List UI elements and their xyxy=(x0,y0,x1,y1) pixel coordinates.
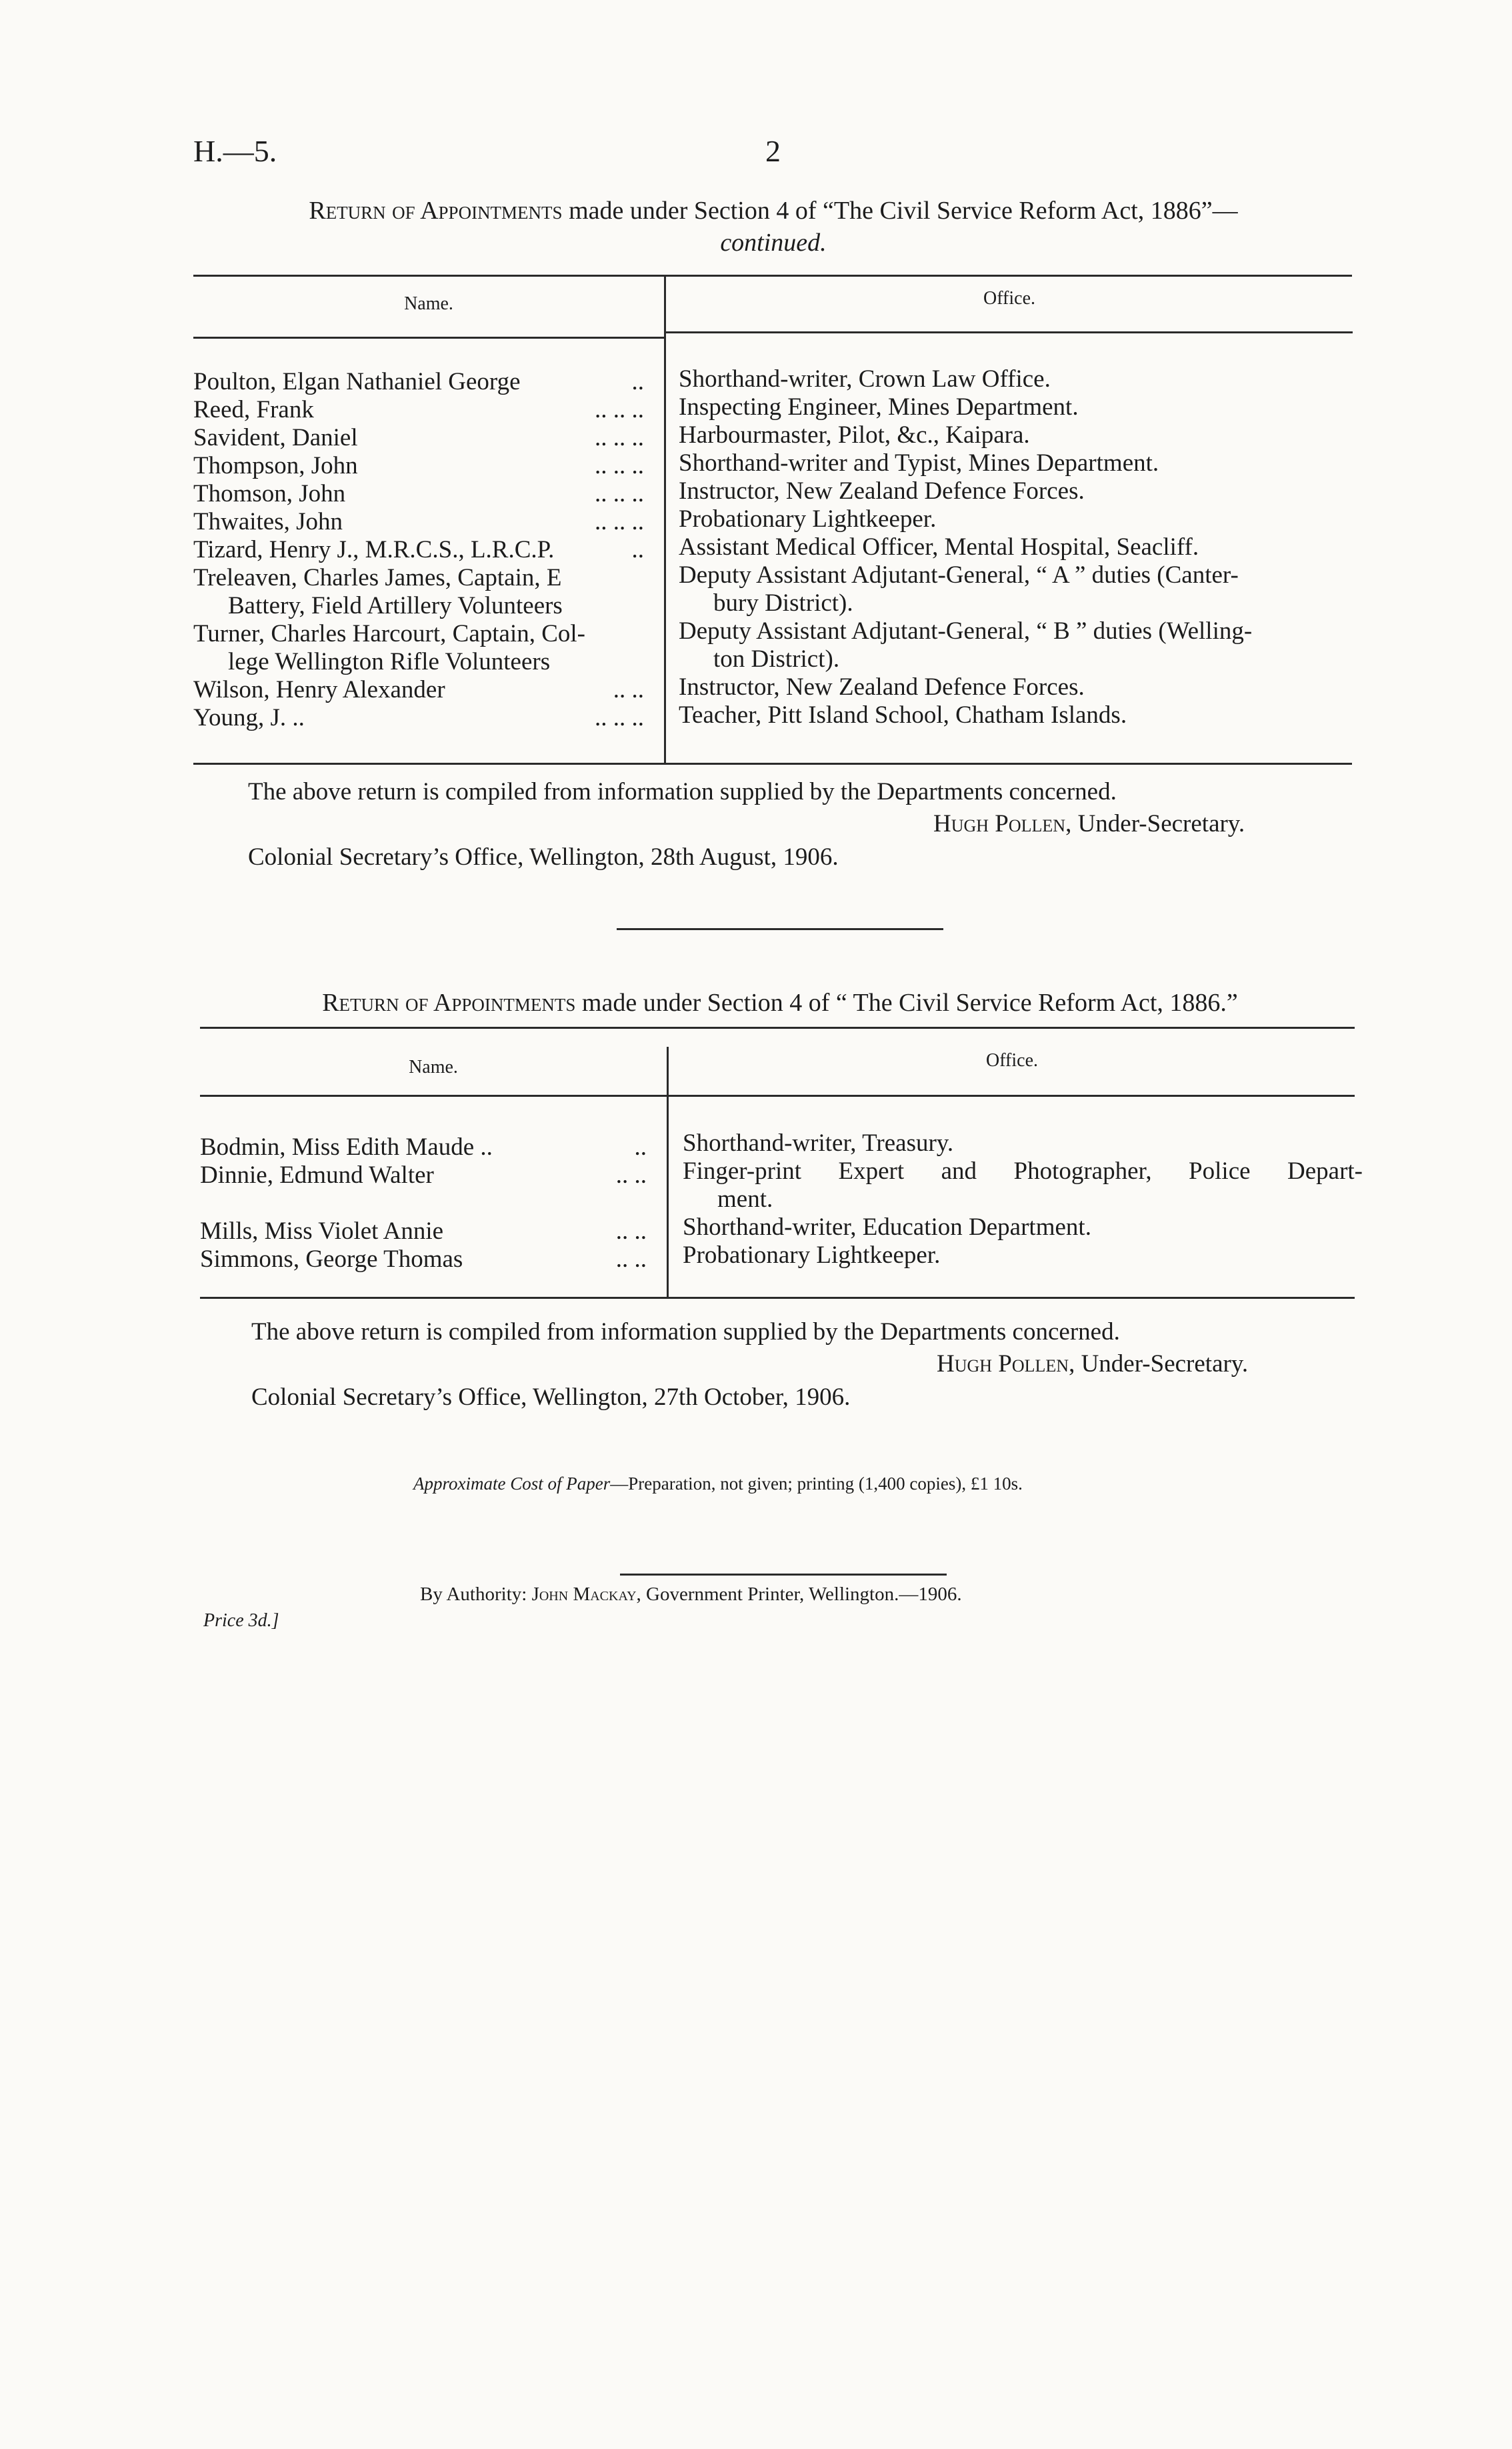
section2-signer-name: Hugh Pollen, xyxy=(937,1350,1075,1378)
section1-name-row: Thomson, John .. .. .. xyxy=(193,480,644,507)
section2-title xyxy=(200,987,1360,1019)
section2-name-row: Dinnie, Edmund Walter .. .. xyxy=(200,1161,647,1189)
section1-office-header: Office. xyxy=(983,288,1035,309)
section1-office-row: Teacher, Pitt Island School, Chatham Islands. xyxy=(679,701,1127,729)
section1-signer-name: Hugh Pollen, xyxy=(933,810,1072,837)
page-number: 2 xyxy=(765,134,781,168)
section2-signer-title: Under-Secretary. xyxy=(1081,1350,1249,1378)
section1-office-row: Instructor, New Zealand Defence Forces. xyxy=(679,673,1085,701)
section2-office-row: Shorthand-writer, Treasury. xyxy=(683,1129,954,1157)
section1-name-column xyxy=(193,368,653,732)
footer-rule xyxy=(620,1574,947,1576)
section2-name-column xyxy=(200,1133,656,1274)
section1-office-row: Probationary Lightkeeper. xyxy=(679,505,937,533)
section2-office-row: Probationary Lightkeeper. xyxy=(683,1242,941,1269)
section1-office-row: Instructor, New Zealand Defence Forces. xyxy=(679,477,1085,505)
section1-title-prefix: Return of Appointments xyxy=(309,197,563,225)
section1-name-row: Tizard, Henry J., M.R.C.S., L.R.C.P. .. xyxy=(193,536,644,563)
authority-prefix: By Authority: xyxy=(420,1584,527,1605)
section2-bottom-rule xyxy=(200,1297,1355,1299)
cost-note xyxy=(413,1474,1023,1494)
section1-office-continuation: ton District). xyxy=(713,645,840,673)
section1-office-column xyxy=(679,365,1365,729)
section2-column-divider xyxy=(667,1047,669,1297)
section1-name-row: Poulton, Elgan Nathaniel George .. xyxy=(193,368,644,395)
section1-top-rule xyxy=(193,275,1352,277)
section2-name-header: Name. xyxy=(409,1057,458,1077)
section1-office-row: Harbourmaster, Pilot, &c., Kaipara. xyxy=(679,421,1030,449)
section1-name-continuation: lege Wellington Rifle Volunteers xyxy=(228,648,551,675)
section1-office-row: Inspecting Engineer, Mines Department. xyxy=(679,393,1079,421)
section1-signature xyxy=(933,809,1245,838)
section1-signer-title: Under-Secretary. xyxy=(1077,810,1245,837)
section1-office-row: Shorthand-writer, Crown Law Office. xyxy=(679,365,1051,393)
section2-title-prefix: Return of Appointments xyxy=(322,989,576,1017)
section1-name-row: Treleaven, Charles James, Captain, E xyxy=(193,564,562,591)
section2-office-continuation: ment. xyxy=(717,1185,773,1213)
cost-label: Approximate Cost of Paper xyxy=(413,1474,611,1494)
document-reference: H.—5. xyxy=(193,134,277,168)
section2-title-rest: made under Section 4 of “ The Civil Service Reform Act, 1886.” xyxy=(581,989,1238,1017)
section1-title xyxy=(193,195,1353,259)
section1-office-row: Shorthand-writer and Typist, Mines Department. xyxy=(679,449,1159,477)
section2-name-row: Mills, Miss Violet Annie .. .. xyxy=(200,1217,647,1245)
section1-name-continuation: Battery, Field Artillery Volunteers xyxy=(228,592,563,619)
section1-title-continued: continued. xyxy=(720,229,827,257)
price: Price 3d.] xyxy=(203,1610,279,1631)
section2-header-rule xyxy=(200,1095,1355,1097)
section1-office-continuation: bury District). xyxy=(713,589,853,617)
section1-name-row: Thwaites, John .. .. .. xyxy=(193,508,644,535)
section1-office-row: Deputy Assistant Adjutant-General, “ B ” duties (Welling- xyxy=(679,617,1253,645)
section2-top-rule xyxy=(200,1027,1355,1029)
section1-office-header-rule xyxy=(666,331,1353,333)
printer-authority xyxy=(420,1584,962,1606)
section1-name-row: Thompson, John .. .. .. xyxy=(193,452,644,479)
section1-office-row: Deputy Assistant Adjutant-General, “ A ” duties (Canter- xyxy=(679,561,1239,589)
section2-name-row: Bodmin, Miss Edith Maude .. .. xyxy=(200,1133,647,1161)
section2-note: The above return is compiled from information supplied by the Departments concerned. xyxy=(251,1318,1120,1346)
section-separator xyxy=(617,928,943,930)
section1-office-date: Colonial Secretary’s Office, Wellington, 28th August, 1906. xyxy=(248,843,839,871)
section2-office-row: Finger-print Expert and Photographer, Police Depart- xyxy=(683,1157,1363,1185)
section1-name-header-rule xyxy=(193,337,664,339)
printer-name: John Mackay, xyxy=(531,1584,641,1605)
section2-signature xyxy=(937,1350,1248,1378)
section1-name-row: Young, J. .. .. .. .. xyxy=(193,704,644,731)
section1-name-header: Name. xyxy=(404,293,453,314)
section1-note: The above return is compiled from information supplied by the Departments concerned. xyxy=(248,778,1117,805)
section1-title-rest: made under Section 4 of “The Civil Service Reform Act, 1886”— xyxy=(569,197,1238,225)
section2-office-header: Office. xyxy=(986,1050,1038,1071)
section2-office-row: Shorthand-writer, Education Department. xyxy=(683,1213,1091,1241)
section2-office-column xyxy=(683,1129,1363,1270)
section1-name-row: Turner, Charles Harcourt, Captain, Col- xyxy=(193,620,586,647)
section2-name-row: Simmons, George Thomas .. .. xyxy=(200,1246,647,1273)
authority-rest: Government Printer, Wellington.—1906. xyxy=(646,1584,962,1605)
section2-office-date: Colonial Secretary’s Office, Wellington, 27th October, 1906. xyxy=(251,1384,851,1411)
section1-name-row: Savident, Daniel .. .. .. xyxy=(193,424,644,451)
section1-name-row: Reed, Frank .. .. .. xyxy=(193,396,644,423)
section1-column-divider xyxy=(664,275,666,763)
section1-name-row: Wilson, Henry Alexander .. .. xyxy=(193,676,644,703)
section1-office-row: Assistant Medical Officer, Mental Hospital, Seacliff. xyxy=(679,533,1199,561)
section1-bottom-rule xyxy=(193,763,1352,765)
cost-detail: —Preparation, not given; printing (1,400 copies), £1 10s. xyxy=(610,1474,1023,1494)
